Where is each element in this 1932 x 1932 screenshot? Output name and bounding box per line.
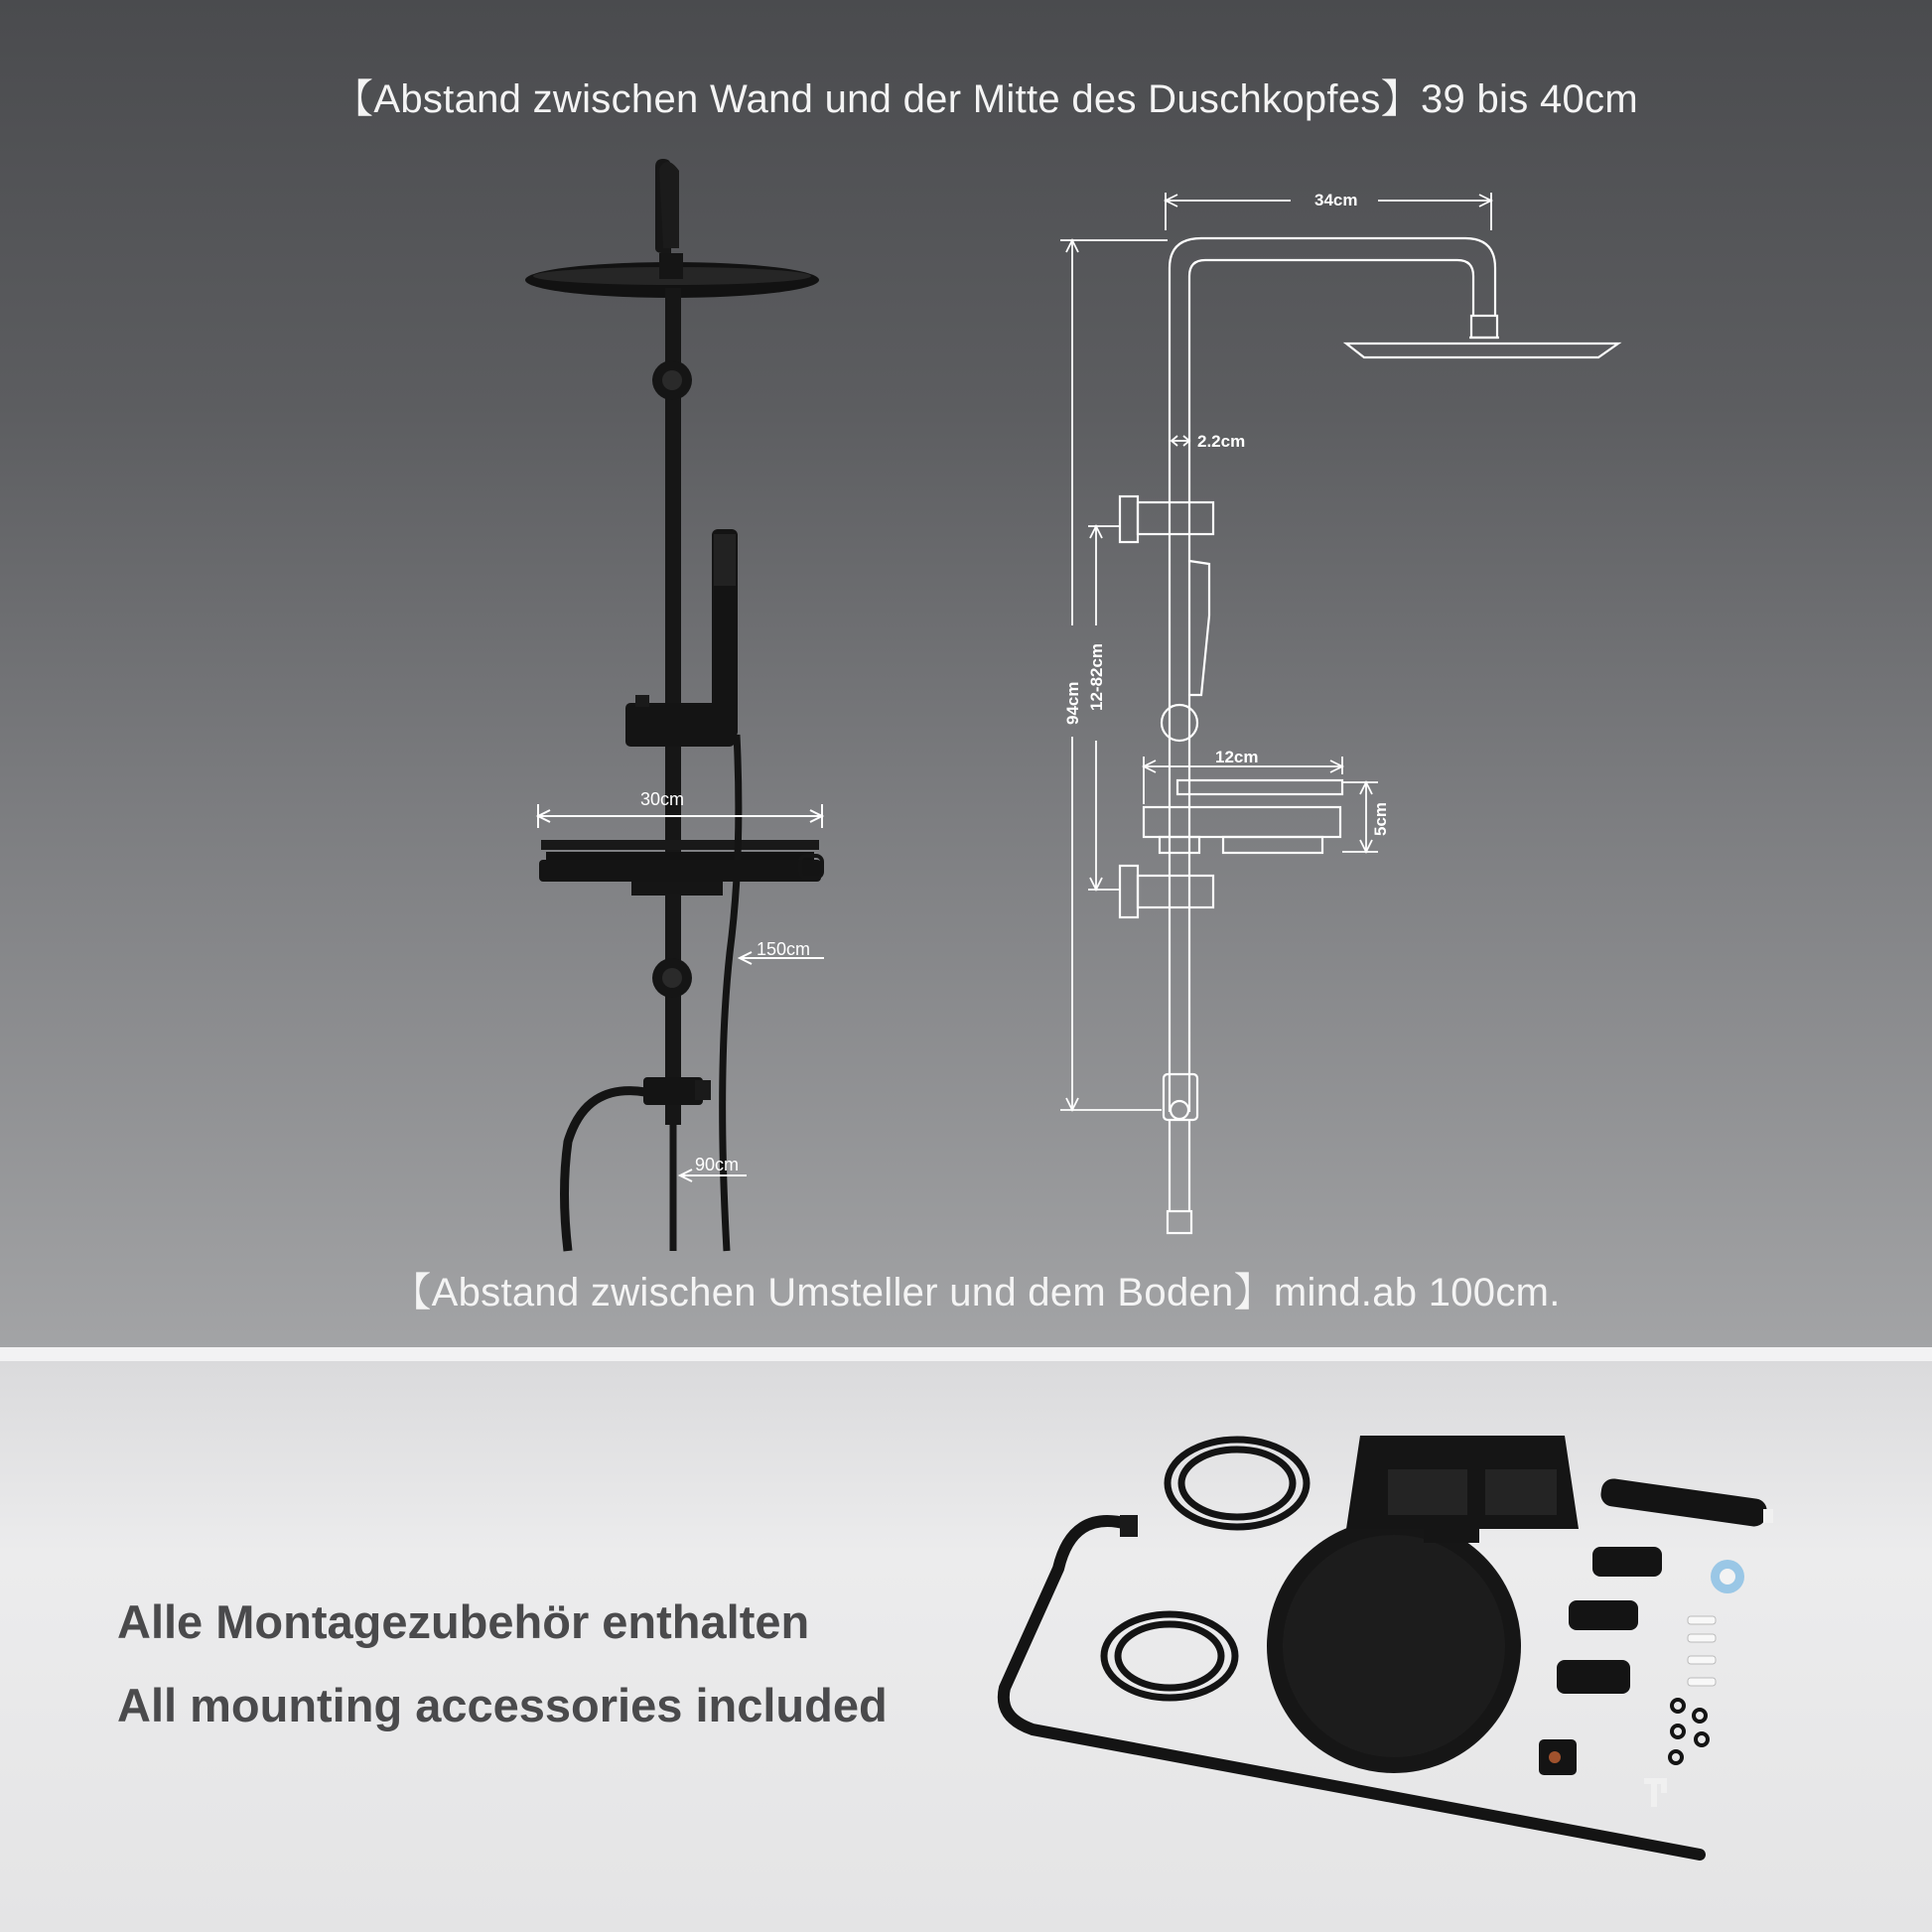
- shelf-top-view: [1346, 1436, 1579, 1543]
- shower-system-product-image: [525, 159, 822, 1251]
- arm-reach-label: 34cm: [1314, 191, 1358, 209]
- long-hose: [565, 1091, 646, 1251]
- hose-short-label: 90cm: [695, 1155, 740, 1174]
- screws-and-anchors: [1688, 1616, 1716, 1686]
- coiled-hose-top: [1168, 1440, 1307, 1527]
- diverter: [643, 1077, 703, 1105]
- shelf-width-label: 30cm: [640, 789, 685, 809]
- hand-shower-part: [1599, 1477, 1773, 1528]
- total-height-label: 94cm: [1063, 681, 1082, 725]
- accessories-claim-block: [117, 1581, 888, 1747]
- o-rings: [1670, 1700, 1708, 1763]
- hose-long-label: 150cm: [757, 939, 811, 959]
- shelf-depth-label: 12cm: [1215, 748, 1259, 766]
- bracket-part-2: [1569, 1600, 1638, 1630]
- slide-range-label: 12-82cm: [1087, 642, 1106, 711]
- soap-shelf: [539, 840, 822, 896]
- hex-key: [1644, 1781, 1664, 1807]
- slider-part: [1557, 1660, 1630, 1694]
- footer-caption: 【Abstand zwischen Umsteller und dem Boden】mind.ab 100cm.: [391, 1271, 1561, 1314]
- bracket-part-1: [1592, 1547, 1662, 1577]
- technical-dimension-lines: [1060, 193, 1491, 1110]
- claim-english: All mounting accessories included: [117, 1679, 888, 1731]
- technical-drawing: [1120, 238, 1618, 1233]
- header-caption: 【Abstand zwischen Wand und der Mitte des Duschkopfes】39 bis 40cm: [334, 77, 1638, 121]
- accessories-photo: [1004, 1436, 1773, 1855]
- pipe-diameter-label: 2.2cm: [1197, 432, 1246, 451]
- shelf-height-label: 5cm: [1371, 801, 1390, 836]
- claim-german: Alle Montagezubehör enthalten: [117, 1595, 810, 1648]
- coiled-hose-bottom: [1104, 1614, 1235, 1698]
- slide-holder: [625, 703, 735, 747]
